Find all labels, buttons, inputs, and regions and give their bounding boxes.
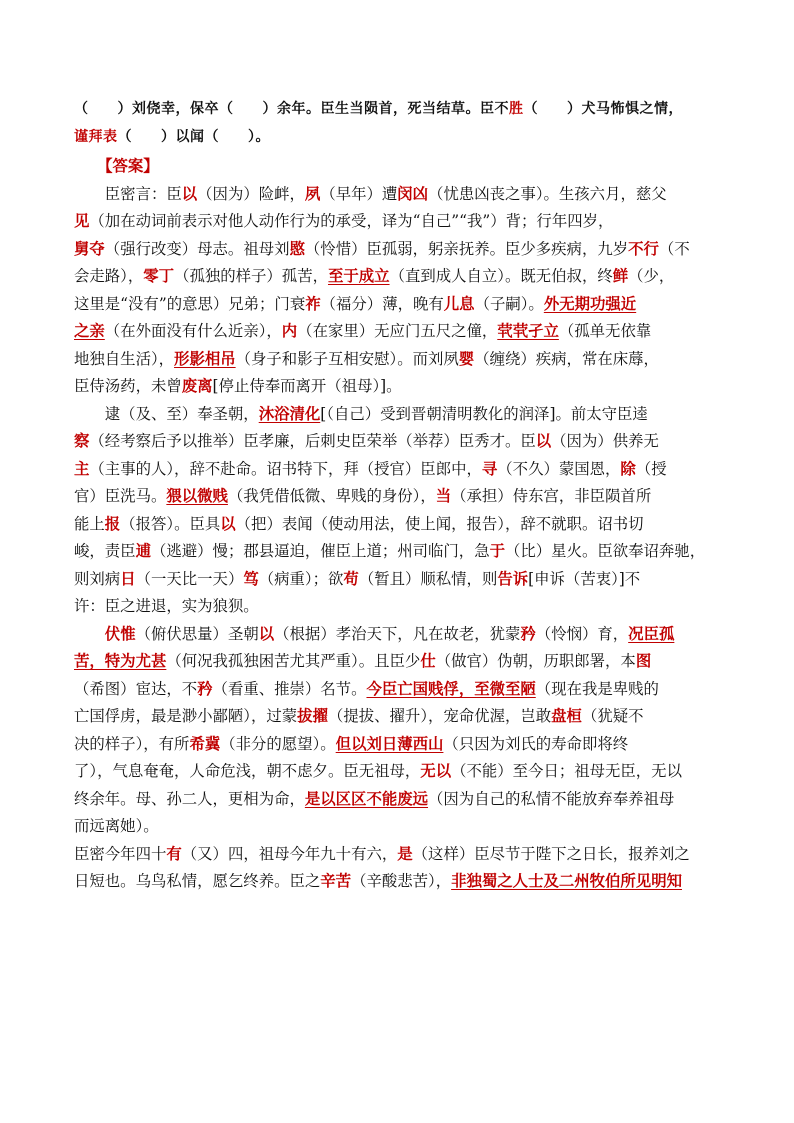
key-phrase: 沐浴清化 <box>258 404 321 423</box>
key-word: 辛苦 <box>320 872 352 890</box>
text-run: （比）星火。臣欲奉诏奔驰， <box>505 542 706 560</box>
key-phrase: 外无期功强近 <box>543 294 637 313</box>
text-run: 许：臣之进退，实为狼狈。 <box>74 597 259 615</box>
text-run: （犹疑不 <box>581 707 644 725</box>
key-word: 苟 <box>343 569 359 588</box>
text-run: （不能）至今日；祖母无臣，无以 <box>451 762 682 780</box>
text-run: （加在动词前表示对他人动作行为的承受，译为“自己”“我”）背；行年四岁， <box>89 212 614 230</box>
key-word: 是 <box>397 844 413 863</box>
text-run: 逮（及、至）奉圣朝， <box>74 404 259 423</box>
key-word: 不行 <box>628 239 659 258</box>
key-phrase: 苦，特为尤甚 <box>74 652 167 670</box>
key-word: 主 <box>74 459 90 478</box>
text-run: （直到成人自立）。既无伯叔，终 <box>389 267 613 285</box>
text-run: （怜悯）育， <box>535 624 629 643</box>
lines-line <box>74 346 724 374</box>
text-run: 能上 <box>74 514 105 533</box>
text-run: （早年）遭 <box>320 184 398 203</box>
lines-line <box>74 401 724 429</box>
top-line <box>74 124 724 152</box>
key-phrase: 今臣亡国贱俘，至微至陋 <box>366 679 536 698</box>
text-run: （孤独的样子）孤苦， <box>174 267 328 285</box>
key-phrase: 是以区区不能废远 <box>304 789 429 808</box>
text-run: 而远离她）。 <box>74 817 159 835</box>
text-run: （报答）。臣具 <box>120 514 221 533</box>
key-word: 谨拜表 <box>74 128 118 145</box>
text-run: 了），气息奄奄，人命危浅，朝不虑夕。臣无祖母， <box>74 762 421 780</box>
key-word: 图 <box>635 652 652 670</box>
text-run: （主事的人），辞不赴命。诏书特下，拜（授官）臣郎中， <box>89 459 482 478</box>
answer-tag: 【答案】 <box>104 157 159 175</box>
text-run: （俯伏思量）圣朝 <box>135 624 259 643</box>
lines-line <box>74 538 724 566</box>
key-word: 仕 <box>420 652 436 670</box>
lines-line <box>74 813 724 841</box>
key-phrase: 况臣孤 <box>628 624 675 643</box>
lines-line <box>74 511 724 539</box>
text-run: 日短也。乌鸟私情，愿乞终养。臣之 <box>74 872 321 890</box>
lines-line <box>74 566 724 594</box>
text-run: 官）臣洗马。 <box>74 487 167 505</box>
text-run: （经考察后予以推举）臣孝廉，后刺史臣荣举（举荐）臣秀才。臣 <box>89 432 536 450</box>
text-run: （ ）犬马怖惧之情， <box>523 101 683 117</box>
document-page <box>74 96 724 896</box>
key-word: 以 <box>258 624 275 643</box>
text-run: （因为）险衅， <box>197 184 305 203</box>
text-run: （忧患凶丧之事）。生孩六月，慈父 <box>428 184 667 203</box>
text-run: 终余年。母、孙二人，更相为命， <box>74 789 305 808</box>
answer-tag-line <box>74 153 724 181</box>
key-phrase: 猥以微贱 <box>166 487 228 505</box>
key-word: 伏惟 <box>104 624 136 643</box>
text-run: （怜惜）臣孤弱，躬亲抚养。臣少多疾病，九岁 <box>304 239 629 258</box>
key-word: 舅夺 <box>74 239 105 258</box>
text-run: （暂且）顺私情，则 <box>358 569 498 588</box>
text-run: （看重、推崇）名节。 <box>212 679 367 698</box>
text-run: （根据）孝治天下，凡在故老，犹蒙 <box>274 624 521 643</box>
key-word: 有 <box>166 844 182 863</box>
key-word: 鲜 <box>612 267 629 285</box>
text-run: 决的样子），有所 <box>74 734 190 753</box>
key-phrase: 茕茕孑立 <box>497 322 559 340</box>
key-word: 祚 <box>305 294 321 313</box>
key-word: 胜 <box>509 101 524 117</box>
text-run: 地独自生活）， <box>74 349 175 368</box>
text-run: （ ）以闻（ ）。 <box>117 128 270 145</box>
lines-line <box>74 181 724 209</box>
text-run: （何况我孤独困苦尤其严重）。且臣少 <box>166 652 421 670</box>
key-phrase: 但以刘日薄西山 <box>335 734 444 753</box>
key-phrase: 非独蜀之人士及二州牧伯所见明知 <box>451 872 682 890</box>
text-run: （这样）臣尽节于陛下之日长，报养刘之 <box>412 844 690 863</box>
question-text <box>74 96 724 151</box>
text-run: 峻，责臣 <box>74 542 136 560</box>
text-run: [申诉（苦衷）]不 <box>528 569 641 588</box>
text-run: （强行改变）母志。祖母刘 <box>104 239 290 258</box>
key-word: 见 <box>74 212 90 230</box>
text-run: （不久）蒙国恩， <box>497 459 621 478</box>
text-run: 臣密今年四十 <box>74 844 167 863</box>
key-word: 无以 <box>420 762 452 780</box>
lines-line <box>74 703 724 731</box>
key-word: 除 <box>620 459 636 478</box>
key-phrase: 形影相吊 <box>174 349 236 368</box>
key-word: 以 <box>181 184 198 203</box>
lines-line <box>74 621 724 649</box>
lines-line <box>74 373 724 401</box>
text-run: （在家里）无应门五尺之僮， <box>297 322 498 340</box>
lines-line <box>74 208 724 236</box>
key-word: 闵凶 <box>397 184 429 203</box>
answer-text <box>74 181 724 896</box>
text-run: （授 <box>635 459 667 478</box>
lines-line <box>74 593 724 621</box>
text-run: （把）表闻（使动用法，使上闻，报告），辞不就职。诏书切 <box>235 514 644 533</box>
lines-line <box>74 648 724 676</box>
lines-line <box>74 841 724 869</box>
text-run: （非分的愿望）。 <box>220 734 336 753</box>
text-run: （做官）伪朝，历职郎署，本 <box>435 652 636 670</box>
lines-line <box>74 868 724 896</box>
text-run: 亡国俘虏，最是渺小鄙陋），过蒙 <box>74 707 298 725</box>
key-word: 儿息 <box>443 294 475 313</box>
lines-line <box>74 456 724 484</box>
key-word: 逋 <box>135 542 151 560</box>
text-run: （我凭借低微、卑贱的身份）， <box>227 487 436 505</box>
text-run: [停止侍奉而离开（祖母）]。 <box>212 377 402 395</box>
key-word: 夙 <box>304 184 321 203</box>
text-run: （少， <box>628 267 675 285</box>
text-run: （提拔、擢升），宠命优渥，岂敢 <box>327 707 552 725</box>
lines-line <box>74 291 724 319</box>
text-run: （现在我是卑贱的 <box>535 679 659 698</box>
text-run: （孤单无依靠 <box>558 322 652 340</box>
text-run: （因为自己的私情不能放弃奉养祖母 <box>428 789 675 808</box>
key-word: 拔擢 <box>297 707 328 725</box>
text-run: （承担）侍东宫，非臣陨首所 <box>451 487 652 505</box>
text-run: （一天比一天） <box>135 569 244 588</box>
key-word: 矜 <box>197 679 213 698</box>
lines-line <box>74 731 724 759</box>
lines-line <box>74 236 724 264</box>
text-run: （病重）；欲 <box>258 569 344 588</box>
text-run: （身子和影子互相安慰）。而刘夙 <box>235 349 459 368</box>
text-run: （缠绕）疾病，常在床蓐， <box>474 349 659 368</box>
text-run: 则刘病 <box>74 569 121 588</box>
text-run: （又）四，祖母今年九十有六， <box>181 844 398 863</box>
key-word: 笃 <box>243 569 259 588</box>
key-phrase: 之亲 <box>74 322 105 340</box>
key-word: 零丁 <box>143 267 175 285</box>
text-run: （逃避）慢；郡县逼迫，催臣上道；州司临门，急 <box>150 542 490 560</box>
key-word: 内 <box>281 322 298 340</box>
key-word: 于 <box>489 542 505 560</box>
text-run: （ ）刘侥幸，保卒（ ）余年。臣生当陨首，死当结草。臣不 <box>74 101 509 117</box>
text-run: （辛酸悲苦）， <box>351 872 452 890</box>
key-word: 废离 <box>181 377 213 395</box>
key-word: 盘桓 <box>551 707 582 725</box>
text-run: 这里是“没有”的意思）兄弟；门衰 <box>74 294 306 313</box>
text-run: （福分）薄，晚有 <box>320 294 444 313</box>
key-word: 当 <box>435 487 452 505</box>
text-run: （子嗣）。 <box>474 294 544 313</box>
text-run: （在外面没有什么近亲）， <box>104 322 282 340</box>
top-line <box>74 96 724 124</box>
lines-line <box>74 483 724 511</box>
key-word: 愍 <box>289 239 305 258</box>
lines-line <box>74 758 724 786</box>
text-run <box>74 625 105 643</box>
text-run: [（自己）受到晋朝清明教化的润泽]。前太守臣逵 <box>320 404 648 423</box>
key-word: 察 <box>74 432 90 450</box>
key-word: 婴 <box>458 349 475 368</box>
key-word: 日 <box>120 569 136 588</box>
key-word: 以 <box>535 432 552 450</box>
lines-line <box>74 428 724 456</box>
lines-line <box>74 318 724 346</box>
text-run: （不 <box>658 239 690 258</box>
lines-line <box>74 786 724 814</box>
text-run: （只因为刘氏的寿命即将终 <box>443 734 629 753</box>
text-run: 臣侍汤药，未曾 <box>74 377 182 395</box>
key-word: 报 <box>104 514 121 533</box>
key-word: 希冀 <box>189 734 221 753</box>
text-run: （希图）宦达，不 <box>74 679 198 698</box>
key-phrase: 至于成立 <box>327 267 390 285</box>
text-run: （因为）供养无 <box>551 432 659 450</box>
key-word: 以 <box>220 514 236 533</box>
lines-line <box>74 263 724 291</box>
key-word: 寻 <box>481 459 498 478</box>
text-run: 臣密言：臣 <box>74 184 182 203</box>
key-word: 告诉 <box>497 569 529 588</box>
lines-line <box>74 676 724 704</box>
key-word: 矜 <box>520 624 536 643</box>
text-run: 会走路）， <box>74 267 144 285</box>
